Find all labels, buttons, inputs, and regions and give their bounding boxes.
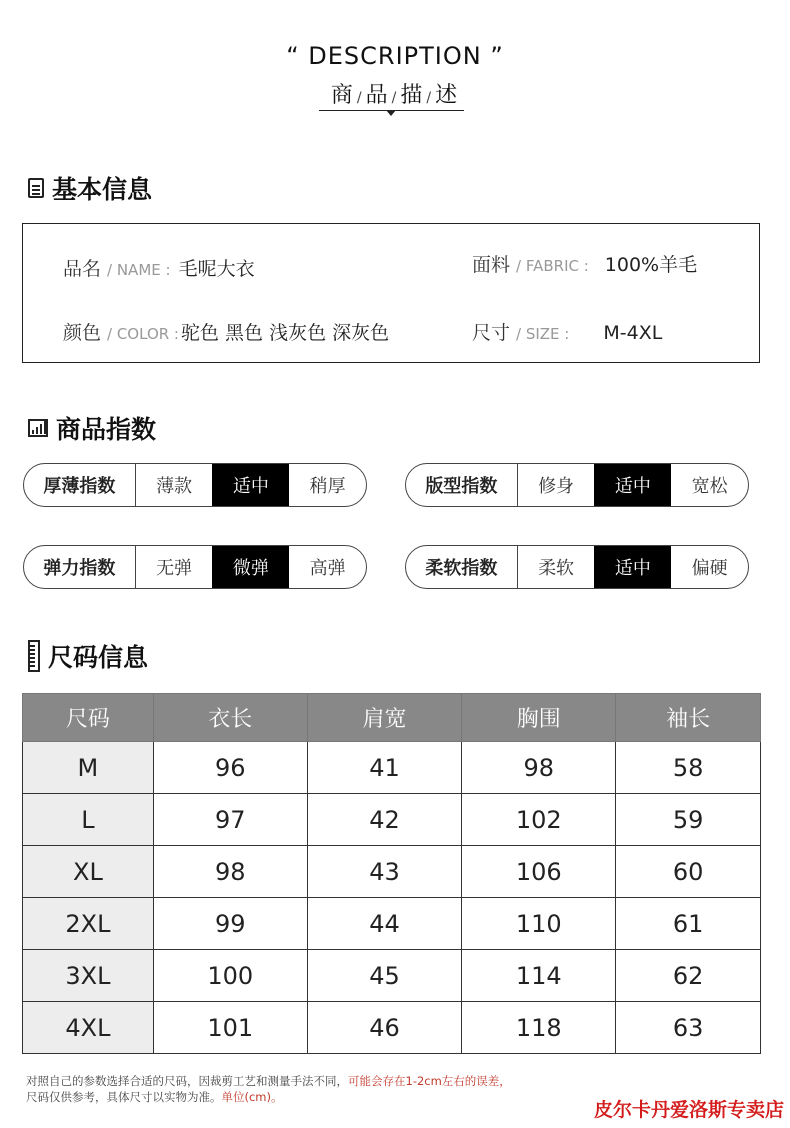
table-cell: 41 <box>307 742 462 794</box>
basic-info-heading <box>28 170 152 206</box>
index-option: 无弹 <box>156 558 193 579</box>
info-color-label: 颜色 <box>63 322 102 344</box>
size-cell: L <box>23 794 154 846</box>
product-index-title: 商品指数 <box>56 415 157 444</box>
document-icon <box>28 178 44 198</box>
info-color-value: 驼色 黑色 浅灰色 深灰色 <box>181 322 390 344</box>
index-label: 弹力指数 <box>24 546 136 588</box>
table-row <box>23 742 761 794</box>
column-header: 袖长 <box>616 694 761 742</box>
size-note-line2 <box>26 1089 283 1105</box>
column-header: 衣长 <box>153 694 307 742</box>
table-cell: 98 <box>153 846 307 898</box>
table-cell: 114 <box>462 950 616 1002</box>
size-info-heading <box>28 638 148 674</box>
table-cell: 58 <box>616 742 761 794</box>
subtitle-separator: / <box>426 90 434 106</box>
table-cell: 99 <box>153 898 307 950</box>
info-name-label-en: / NAME : <box>107 261 171 279</box>
info-fabric-label: 面料 <box>472 254 511 276</box>
shop-name: 皮尔卡丹爱洛斯专卖店 <box>593 1099 784 1121</box>
table-row <box>23 1002 761 1054</box>
size-note-text: 尺码仅供参考，具体尺寸以实物为准。 <box>26 1090 222 1104</box>
subtitle-separator: / <box>356 90 364 106</box>
index-softness <box>405 545 749 589</box>
table-cell: 110 <box>462 898 616 950</box>
size-cell: M <box>23 742 154 794</box>
column-header: 胸围 <box>462 694 616 742</box>
description-subtitle <box>0 78 790 109</box>
column-header: 尺码 <box>23 694 154 742</box>
table-cell: 59 <box>616 794 761 846</box>
info-size-label: 尺寸 <box>472 322 511 344</box>
table-cell: 98 <box>462 742 616 794</box>
info-color <box>63 318 389 345</box>
size-note-line1 <box>26 1073 511 1089</box>
table-cell: 106 <box>462 846 616 898</box>
index-option: 高弹 <box>309 558 346 579</box>
index-option: 薄款 <box>156 476 193 497</box>
index-label: 厚薄指数 <box>24 464 136 506</box>
table-cell: 42 <box>307 794 462 846</box>
info-fabric <box>472 250 697 277</box>
table-cell: 102 <box>462 794 616 846</box>
size-table <box>22 693 761 1054</box>
column-header: 肩宽 <box>307 694 462 742</box>
info-fabric-label-en: / FABRIC : <box>516 257 589 275</box>
info-name-label: 品名 <box>63 258 102 280</box>
index-elasticity <box>23 545 367 589</box>
info-name-value: 毛呢大衣 <box>178 258 255 280</box>
index-fit <box>405 463 749 507</box>
index-option-selected: 适中 <box>594 464 671 506</box>
table-row <box>23 846 761 898</box>
size-note-warning: 可能会存在1-2cm左右的误差， <box>348 1074 511 1088</box>
info-color-label-en: / COLOR : <box>107 325 179 343</box>
table-row <box>23 898 761 950</box>
index-option-selected: 适中 <box>212 464 289 506</box>
table-cell: 45 <box>307 950 462 1002</box>
size-cell: XL <box>23 846 154 898</box>
index-option: 柔软 <box>538 558 575 579</box>
table-cell: 101 <box>153 1002 307 1054</box>
table-cell: 61 <box>616 898 761 950</box>
table-cell: 44 <box>307 898 462 950</box>
product-index-heading <box>28 410 156 446</box>
table-cell: 63 <box>616 1002 761 1054</box>
table-cell: 97 <box>153 794 307 846</box>
index-option: 修身 <box>538 476 575 497</box>
subtitle-char: 商 <box>330 83 355 108</box>
index-option-selected: 微弹 <box>212 546 289 588</box>
index-label: 版型指数 <box>406 464 518 506</box>
table-cell: 60 <box>616 846 761 898</box>
size-table-header <box>23 694 761 742</box>
size-cell: 3XL <box>23 950 154 1002</box>
size-cell: 4XL <box>23 1002 154 1054</box>
subtitle-separator: / <box>391 90 399 106</box>
index-option: 偏硬 <box>691 558 728 579</box>
info-size-label-en: / SIZE : <box>516 325 570 343</box>
description-title: “ DESCRIPTION ” <box>286 42 504 70</box>
table-cell: 43 <box>307 846 462 898</box>
bar-chart-icon <box>28 419 48 437</box>
index-label: 柔软指数 <box>406 546 518 588</box>
table-cell: 96 <box>153 742 307 794</box>
subtitle-char: 述 <box>435 83 460 108</box>
subtitle-char: 描 <box>400 83 425 108</box>
index-thickness <box>23 463 367 507</box>
info-size-value: M-4XL <box>603 322 663 344</box>
table-row <box>23 794 761 846</box>
size-info-title: 尺码信息 <box>48 643 149 672</box>
info-name <box>63 254 255 281</box>
ruler-icon <box>28 640 40 672</box>
size-note-text: 对照自己的参数选择合适的尺码，因裁剪工艺和测量手法不同， <box>26 1074 348 1088</box>
caret-down-icon <box>386 110 396 116</box>
size-cell: 2XL <box>23 898 154 950</box>
size-note-unit: 单位(cm)。 <box>221 1090 283 1104</box>
index-option: 宽松 <box>691 476 728 497</box>
table-cell: 62 <box>616 950 761 1002</box>
subtitle-char: 品 <box>365 83 390 108</box>
table-cell: 100 <box>153 950 307 1002</box>
info-fabric-value: 100%羊毛 <box>604 254 698 276</box>
table-cell: 118 <box>462 1002 616 1054</box>
table-cell: 46 <box>307 1002 462 1054</box>
basic-info-box <box>22 223 760 363</box>
index-option: 稍厚 <box>309 476 346 497</box>
info-size <box>472 318 662 345</box>
table-row <box>23 950 761 1002</box>
index-option-selected: 适中 <box>594 546 671 588</box>
basic-info-title: 基本信息 <box>52 175 153 204</box>
